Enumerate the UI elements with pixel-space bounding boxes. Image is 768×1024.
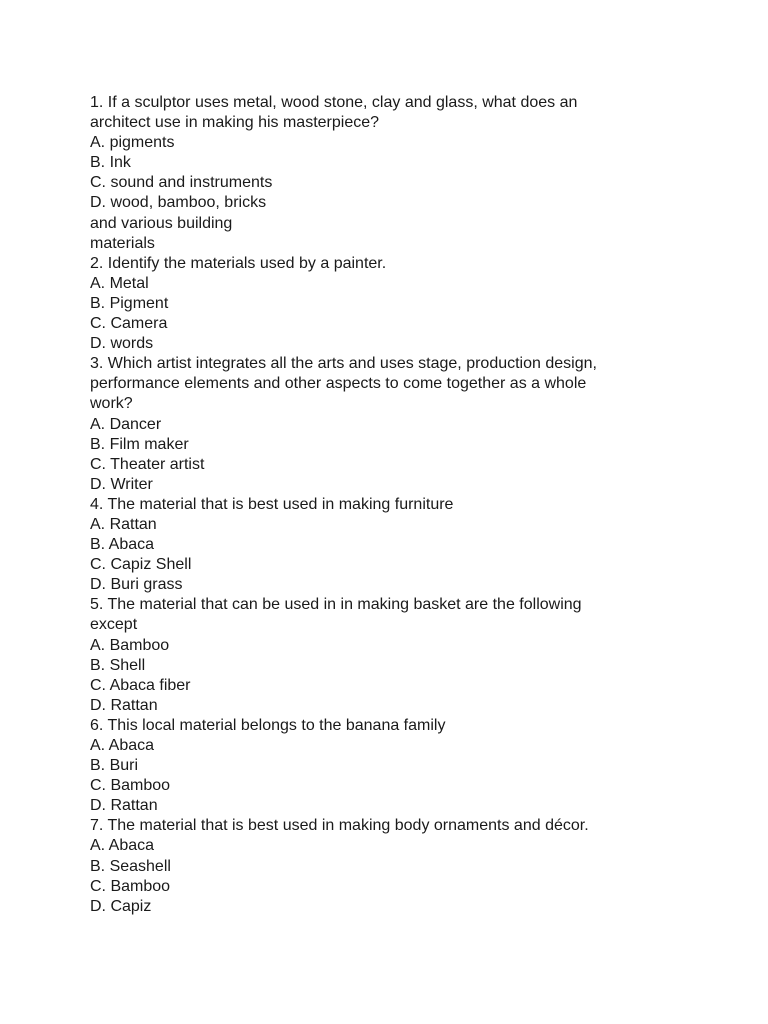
answer-option: D. words: [90, 335, 154, 353]
answer-option: C. Abaca fiber: [90, 676, 191, 694]
answer-option: D. Buri grass: [90, 576, 183, 594]
question-stem: 6. This local material belongs to the banana family: [90, 716, 446, 734]
answer-option: B. Ink: [90, 154, 131, 172]
question-7: [90, 816, 650, 916]
question-stem: performance elements and other aspects to come together as a whole: [90, 375, 587, 393]
answer-option: C. Bamboo: [90, 877, 171, 895]
answer-option: B. Abaca: [90, 536, 155, 554]
answer-option: B. Pigment: [90, 294, 169, 312]
question-6: [90, 716, 650, 816]
quiz-document: [90, 93, 650, 917]
answer-option: A. Rattan: [90, 515, 157, 533]
question-stem: 7. The material that is best used in making body ornaments and décor.: [90, 817, 589, 835]
answer-option: D. Capiz: [90, 897, 152, 915]
answer-option: B. Seashell: [90, 857, 171, 875]
question-stem: 3. Which artist integrates all the arts and uses stage, production design,: [90, 355, 597, 373]
answer-option: B. Shell: [90, 656, 146, 674]
answer-option: C. Bamboo: [90, 777, 171, 795]
answer-option: C. Camera: [90, 315, 168, 333]
question-3: [90, 354, 650, 495]
question-5: [90, 595, 650, 716]
answer-option: D. wood, bamboo, bricks: [90, 194, 267, 212]
answer-option: C. sound and instruments: [90, 174, 273, 192]
question-stem: work?: [90, 395, 133, 413]
answer-option: and various building: [90, 214, 233, 232]
answer-option: A. Abaca: [90, 837, 155, 855]
question-2: [90, 254, 650, 354]
answer-option: D. Writer: [90, 475, 153, 493]
question-4: [90, 495, 650, 595]
answer-option: A. Abaca: [90, 737, 155, 754]
answer-option: B. Buri: [90, 757, 139, 775]
question-stem: except: [90, 616, 138, 634]
question-stem: 5. The material that can be used in in making basket are the following: [90, 596, 582, 614]
answer-option: A. pigments: [90, 134, 175, 152]
answer-option: D. Rattan: [90, 797, 158, 815]
question-stem: 4. The material that is best used in making furniture: [90, 495, 454, 513]
answer-option: C. Capiz Shell: [90, 556, 192, 574]
answer-option: B. Film maker: [90, 435, 189, 453]
question-stem: architect use in making his masterpiece?: [90, 114, 380, 132]
question-stem: 1. If a sculptor uses metal, wood stone, clay and glass, what does an: [90, 94, 578, 111]
answer-option: A. Dancer: [90, 415, 162, 433]
answer-option: A. Bamboo: [90, 636, 170, 654]
question-stem: 2. Identify the materials used by a painter.: [90, 254, 387, 272]
question-1: [90, 93, 650, 254]
answer-option: A. Metal: [90, 274, 149, 292]
answer-option: C. Theater artist: [90, 455, 205, 473]
answer-option: D. Rattan: [90, 696, 158, 714]
answer-option: materials: [90, 234, 155, 252]
